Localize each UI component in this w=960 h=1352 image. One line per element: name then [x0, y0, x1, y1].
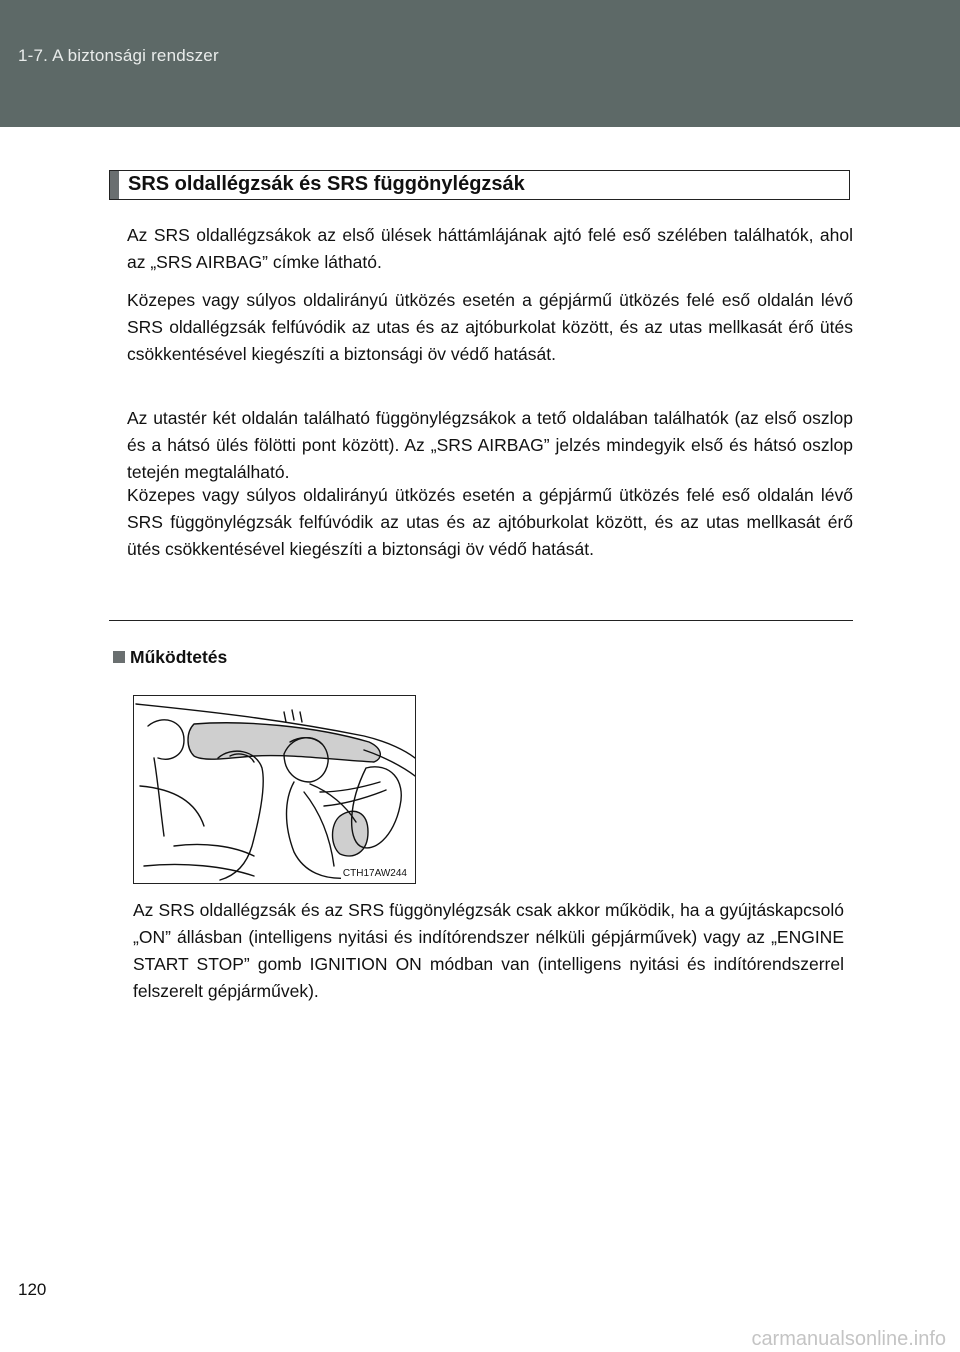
airbag-deployment-drawing	[134, 696, 415, 883]
page-number: 120	[18, 1280, 47, 1299]
operation-heading	[113, 647, 227, 668]
section-title: SRS oldallégzsák és SRS függönylégzsák	[128, 173, 525, 195]
image-code-label: CTH17AW244	[342, 868, 407, 879]
section-title-box	[109, 170, 850, 200]
operation-description: Az SRS oldallégzsák és az SRS függönylégzsák csak akkor működik, ha a gyújtáskapcsoló „ON” állásban (intelligens nyitási és indítórendszer nélküli gépjárművek) vagy az „ENGINE START STOP” gomb IGNITION ON módban van (intelligens nyitási és indítórendszerrel felszerelt gépjárművek).	[133, 900, 844, 1001]
paragraph-curtain-airbag-function: Közepes vagy súlyos oldalirányú ütközés esetén a gépjármű ütközés felé eső oldalán lévő SRS függönylégzsák felfúvódik az utas és az ajtóburkolat között, és az utas mellkasát érő ütés csökkentésével kiegészíti a biztonsági öv védő hatását.	[127, 485, 853, 559]
section-divider	[109, 620, 853, 621]
section-title-accent	[110, 171, 119, 199]
header-band	[0, 0, 960, 127]
paragraph-side-airbag-location: Az SRS oldallégzsákok az első ülések háttámlájának ajtó felé eső szélében találhatók, ahol az „SRS AIRBAG” címke látható.	[127, 225, 853, 272]
breadcrumb: 1-7. A biztonsági rendszer	[18, 46, 219, 65]
airbag-illustration	[133, 695, 416, 884]
operation-heading-label: Működtetés	[130, 647, 228, 667]
paragraph-side-airbag-function: Közepes vagy súlyos oldalirányú ütközés esetén a gépjármű ütközés felé eső oldalán lévő SRS oldallégzsák felfúvódik az utas és az ajtóburkolat között, és az utas mellkasát érő ütés csökkentésével kiegészíti a biztonsági öv védő hatását.	[127, 290, 853, 364]
paragraph-curtain-airbag-location: Az utastér két oldalán található függönylégzsákok a tető oldalában találhatók (az első oszlop és a hátsó ülés fölötti pont között). Az „SRS AIRBAG” jelzés mindegyik első és hátsó oszlop tetején megtalálható.	[127, 408, 853, 482]
square-bullet-icon	[113, 651, 125, 663]
watermark: carmanualsonline.info	[751, 1328, 946, 1350]
